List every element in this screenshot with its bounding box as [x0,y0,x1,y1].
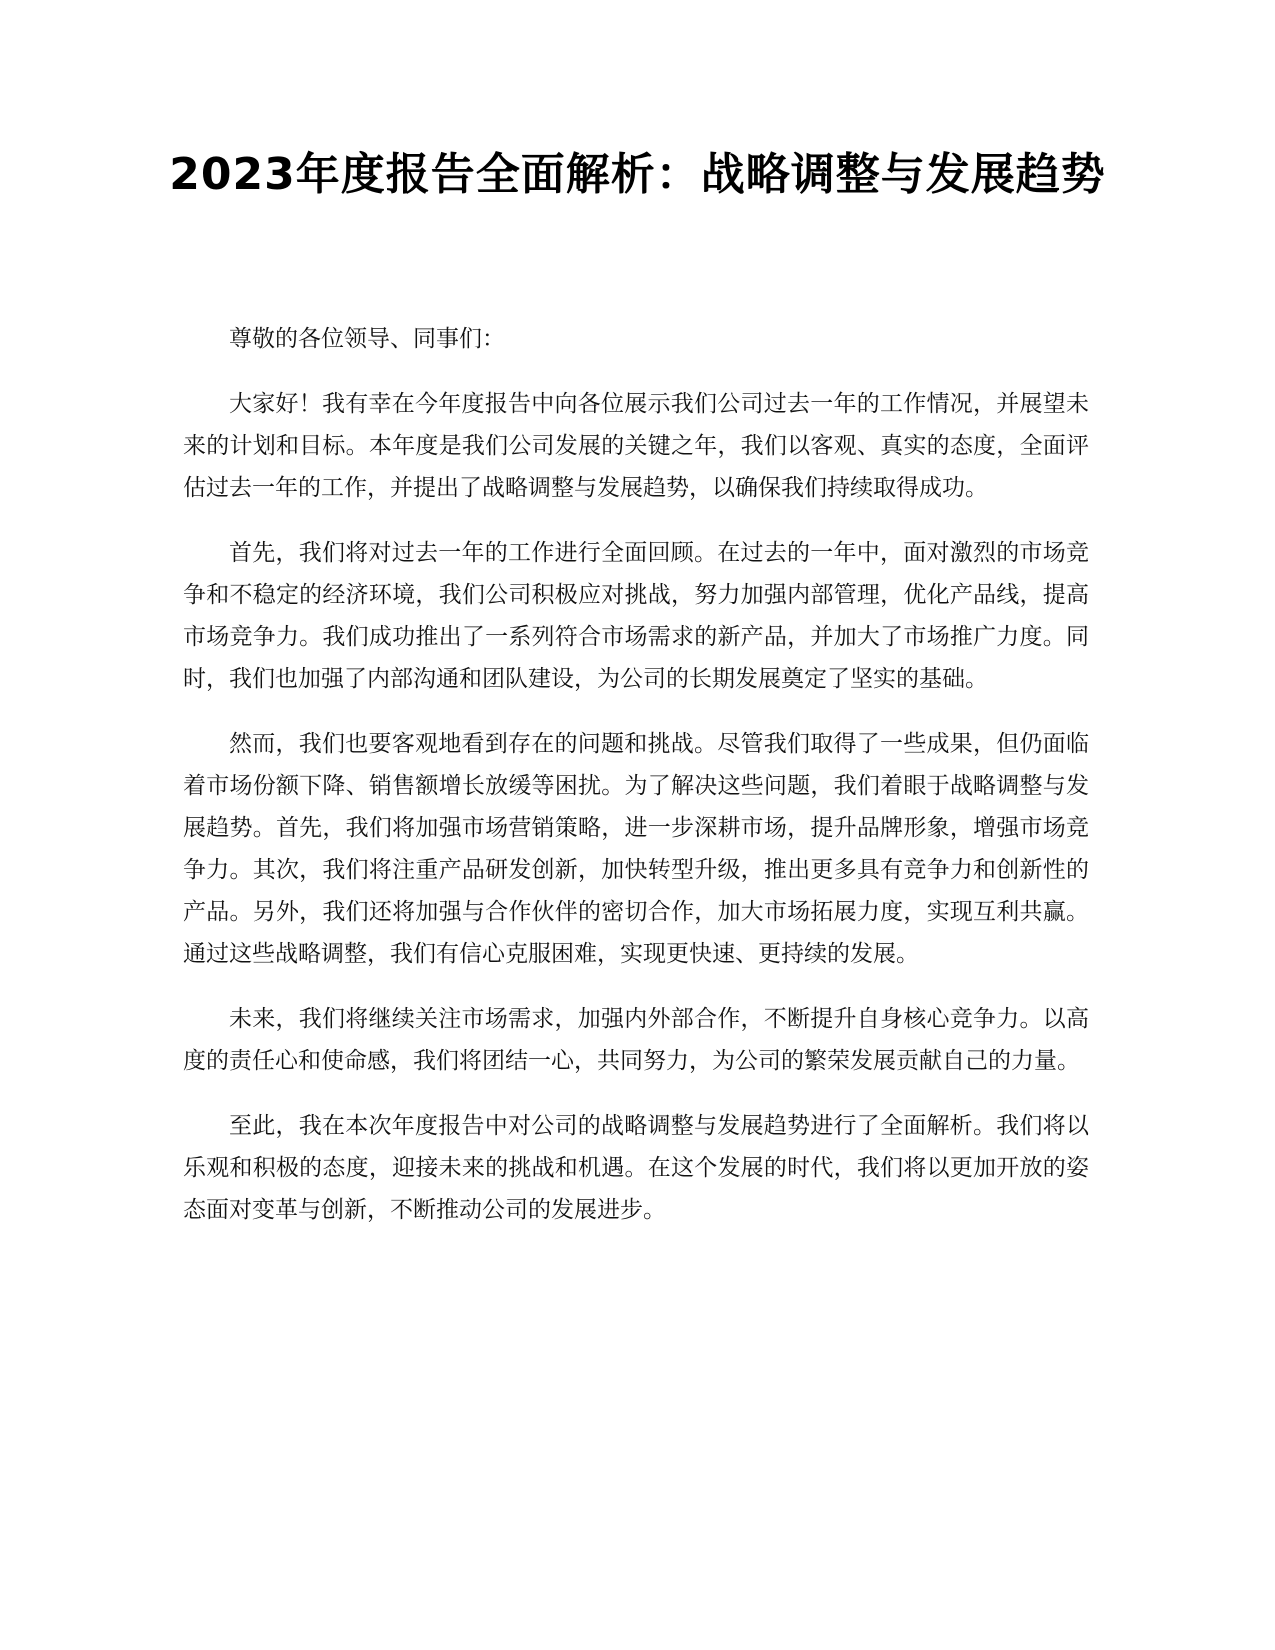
paragraph-2: 首先，我们将对过去一年的工作进行全面回顾。在过去的一年中，面对激烈的市场竞争和不稳定的经济环境，我们公司积极应对挑战，努力加强内部管理，优化产品线，提高市场竞争力。我们成功推出了一系列符合市场需求的新产品，并加大了市场推广力度。同时，我们也加强了内部沟通和团队建设，为公司的长期发展奠定了坚实的基础。 [183,540,1089,692]
salutation: 尊敬的各位领导、同事们： [229,326,505,352]
paragraph-3: 然而，我们也要客观地看到存在的问题和挑战。尽管我们取得了一些成果，但仍面临着市场份额下降、销售额增长放缓等困扰。为了解决这些问题，我们着眼于战略调整与发展趋势。首先，我们将加强市场营销策略，进一步深耕市场，提升品牌形象，增强市场竞争力。其次，我们将注重产品研发创新，加快转型升级，推出更多具有竞争力和创新性的产品。另外，我们还将加强与合作伙伴的密切合作，加大市场拓展力度，实现互利共赢。通过这些战略调整，我们有信心克服困难，实现更快速、更持续的发展。 [183,731,1089,967]
paragraph-4: 未来，我们将继续关注市场需求，加强内外部合作，不断提升自身核心竞争力。以高度的责任心和使命感，我们将团结一心，共同努力，为公司的繁荣发展贡献自己的力量。 [183,1006,1089,1074]
paragraph-5: 至此，我在本次年度报告中对公司的战略调整与发展趋势进行了全面解析。我们将以乐观和积极的态度，迎接未来的挑战和机遇。在这个发展的时代，我们将以更加开放的姿态面对变革与创新，不断推动公司的发展进步。 [183,1113,1089,1223]
document-body [183,318,1089,1254]
document-title: 2023年度报告全面解析：战略调整与发展趋势 [169,149,1106,200]
paragraph-1: 大家好！我有幸在今年度报告中向各位展示我们公司过去一年的工作情况，并展望未来的计划和目标。本年度是我们公司发展的关键之年，我们以客观、真实的态度，全面评估过去一年的工作，并提出了战略调整与发展趋势，以确保我们持续取得成功。 [183,391,1089,501]
